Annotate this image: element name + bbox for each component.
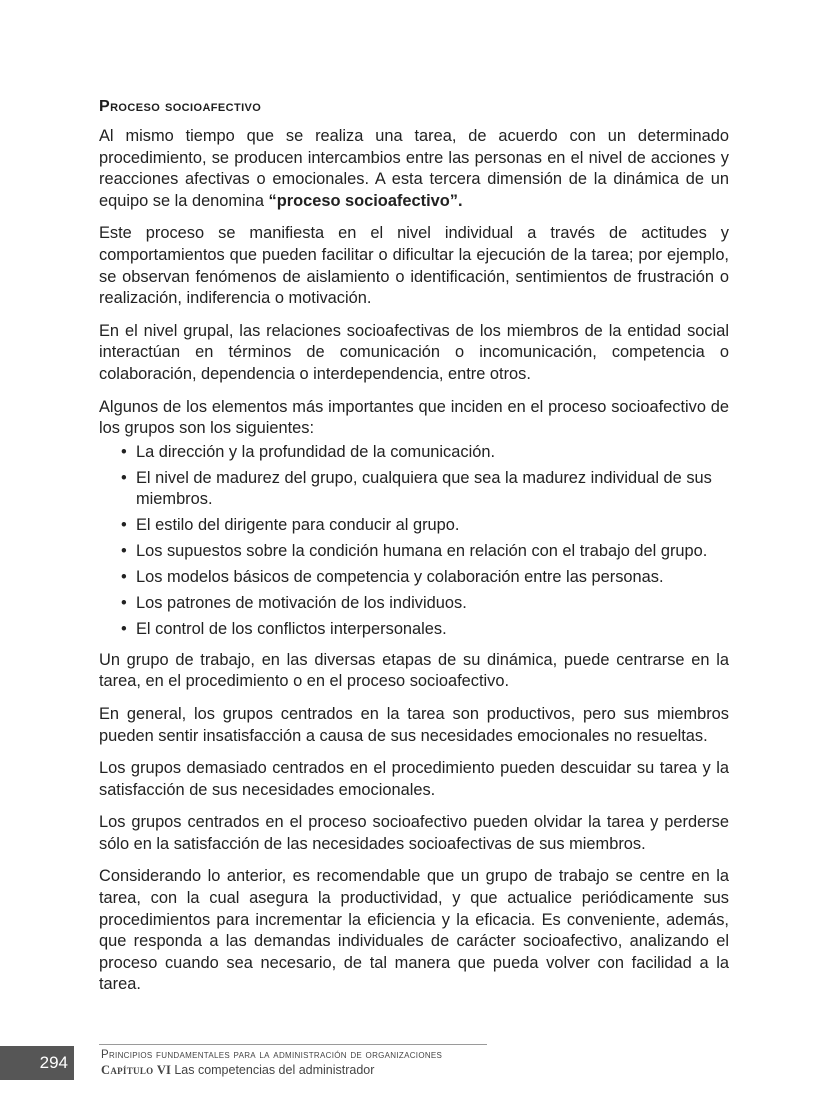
list-item [121,567,729,588]
list-item [121,468,729,510]
page-content [99,96,729,1007]
paragraph-4: Algunos de los elementos más importantes que inciden en el proceso socioafectivo de los grupos son los siguientes: [99,397,729,438]
running-footer [101,1048,442,1078]
paragraph-6: En general, los grupos centrados en la tarea son productivos, pero sus miembros pueden sentir insatisfacción a causa de sus necesidades emocionales no resueltas. [99,704,729,745]
paragraph-7: Los grupos demasiado centrados en el procedimiento pueden descuidar su tarea y la satisfacción de sus necesidades emocionales. [99,759,729,799]
list-item-text: Los supuestos sobre la condición humana en relación con el trabajo del grupo. [136,541,708,560]
section-heading: Proceso socioafectivo [99,98,262,115]
bullet-icon: • [121,567,127,586]
bullet-icon: • [121,468,127,487]
bullet-icon: • [121,442,127,461]
paragraph-1-text: Al mismo tiempo que se realiza una tarea, de acuerdo con un determinado procedimiento, se producen intercambios entre las personas en el nivel de acciones y reacciones afectivas o emocionales. A esta tercera dimensión de la dinámica de un equipo se la denomina [99,127,729,210]
bullet-icon: • [121,619,127,638]
list-item-text: Los patrones de motivación de los individuos. [136,593,467,612]
list-item-text: El estilo del dirigente para conducir al grupo. [136,515,460,534]
paragraph-5: Un grupo de trabajo, en las diversas etapas de su dinámica, puede centrarse en la tarea, en el procedimiento o en el proceso socioafectivo. [99,650,729,691]
bullet-icon: • [121,541,127,560]
book-title: Principios fundamentales para la administración de organizaciones [101,1049,443,1061]
chapter-line [101,1062,442,1078]
paragraph-8: Los grupos centrados en el proceso socioafectivo pueden olvidar la tarea y perderse sólo en la satisfacción de las necesidades socioafectivas de sus miembros. [99,813,729,853]
paragraph-2: Este proceso se manifiesta en el nivel individual a través de actitudes y comportamientos que pueden facilitar o dificultar la ejecución de la tarea; por ejemplo, se observan fenómenos de aislamiento o identificación, sentimientos de frustración o realización, indiferencia o motivación. [99,224,729,308]
list-item [121,619,729,640]
list-item-text: La dirección y la profundidad de la comunicación. [136,442,495,461]
list-item [121,515,729,536]
footer-divider [99,1044,487,1045]
paragraph-9: Considerando lo anterior, es recomendable que un grupo de trabajo se centre en la tarea, con la cual asegura la productividad, y que actualice periódicamente sus procedimientos para incrementar la eficiencia y la eficacia. Es conveniente, además, que responda a las demandas individuales de carácter socioafectivo, analizando el proceso cuando sea necesario, de tal manera que pueda volver con facilidad a la tarea. [99,867,729,994]
bullet-icon: • [121,593,127,612]
bullet-icon: • [121,515,127,534]
elements-list [99,442,729,640]
chapter-label: Capítulo [101,1063,154,1077]
paragraph-1-bold-term: “proceso socioafectivo”. [268,191,463,210]
page-number: 294 [0,1046,74,1080]
list-item [121,593,729,614]
list-item-text: El control de los conflictos interpersonales. [136,619,447,638]
chapter-title: Las competencias del administrador [174,1063,375,1077]
paragraph-3: En el nivel grupal, las relaciones socioafectivas de los miembros de la entidad social interactúan en términos de comunicación o incomunicación, competencia o colaboración, dependencia o interdependencia, entre otros. [99,321,729,383]
list-item [121,541,729,562]
paragraph-1 [99,126,729,212]
list-item [121,442,729,463]
chapter-number: VI [156,1063,171,1077]
list-item-text: Los modelos básicos de competencia y colaboración entre las personas. [136,567,664,586]
list-item-text: El nivel de madurez del grupo, cualquiera que sea la madurez individual de sus miembros. [136,468,712,508]
